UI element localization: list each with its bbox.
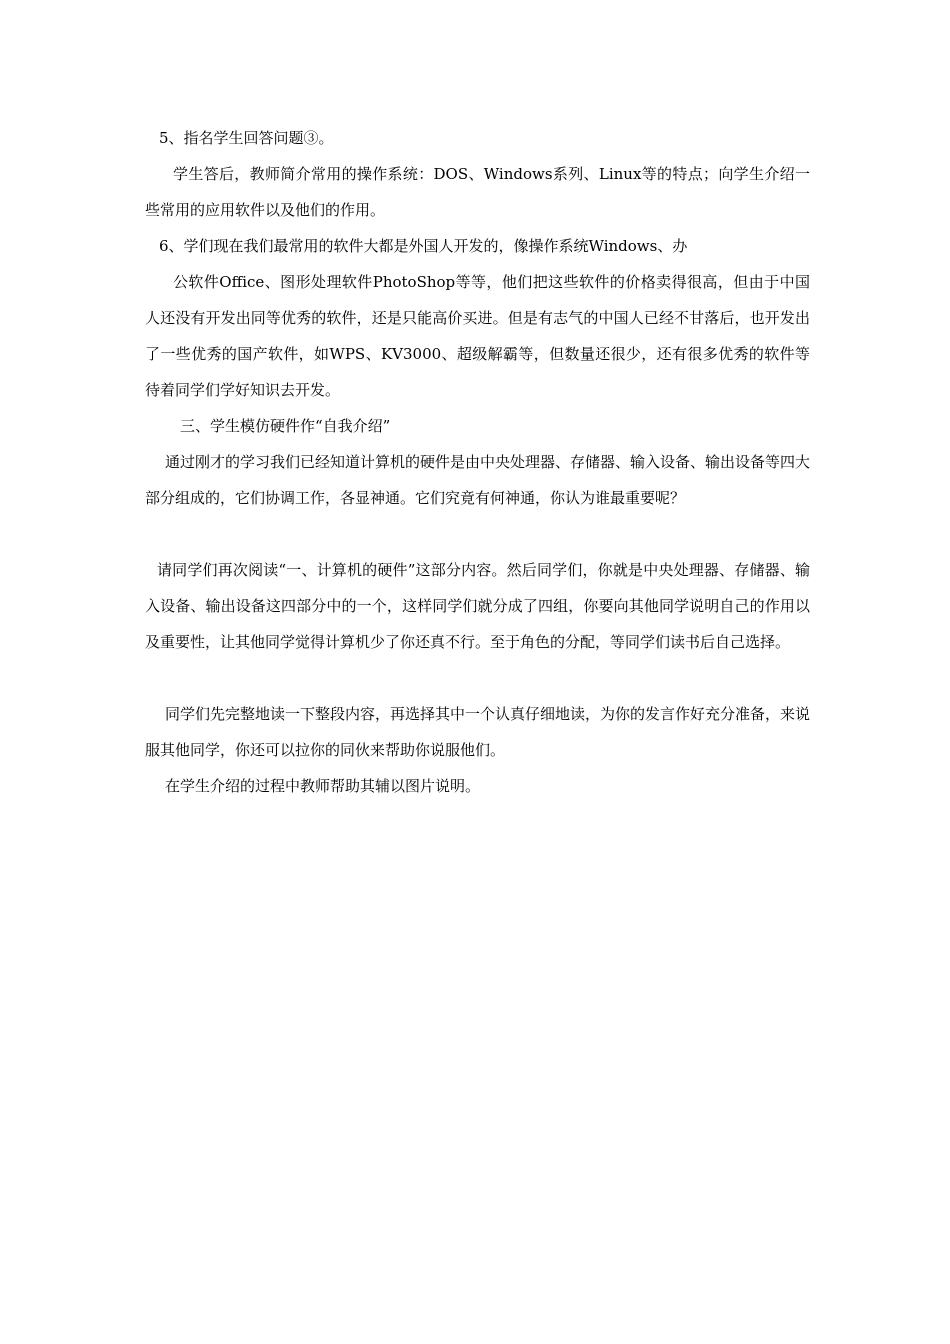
blank-line — [145, 660, 810, 696]
section-heading-3: 三、学生模仿硬件作“自我介绍” — [180, 417, 391, 435]
paragraph-hardware-intro: 通过刚才的学习我们已经知道计算机的硬件是由中央处理器、存储器、输入设备、输出设备等四大部分组成的，它们协调工作，各显神通。它们究竟有何神通，你认为谁最重要呢？ — [145, 453, 811, 507]
paragraph-teacher-help: 在学生介绍的过程中教师帮助其辅以图片说明。 — [165, 777, 481, 795]
paragraph-step-5: 5、指名学生回答问题③。 — [159, 129, 334, 147]
paragraph-reading-task: 请同学们再次阅读“一、计算机的硬件”这部分内容。然后同学们，你就是中央处理器、存储器、输入设备、输出设备这四部分中的一个，这样同学们就分成了四组，你要向其他同学说明自己的作用以及重要性，让其他同学觉得计算机少了你还真不行。至于角色的分配，等同学们读书后自己选择。 — [145, 561, 810, 651]
paragraph-reading-prep: 同学们先完整地读一下整段内容，再选择其中一个认真仔细地读，为你的发言作好充分准备，来说服其他同学，你还可以拉你的同伙来帮助你说服他们。 — [145, 705, 811, 759]
paragraph-software-price: 公软件Office、图形处理软件PhotoShop等等，他们把这些软件的价格卖得很高，但由于中国人还没有开发出同等优秀的软件，还是只能高价买进。但是有志气的中国人已经不甘落后，也开发出了一些优秀的国产软件，如WPS、KV3000、超级解霸等，但数量还很少，还有很多优秀的软件等待着同学们学好知识去开发。 — [145, 273, 810, 399]
paragraph-step-6: 6、学们现在我们最常用的软件大都是外国人开发的，像操作系统Windows、办 — [159, 237, 688, 255]
document-body — [145, 120, 810, 804]
paragraph-os-intro: 学生答后，教师简介常用的操作系统：DOS、Windows系列、Linux等的特点；向学生介绍一些常用的应用软件以及他们的作用。 — [145, 165, 810, 219]
blank-line — [145, 516, 810, 552]
